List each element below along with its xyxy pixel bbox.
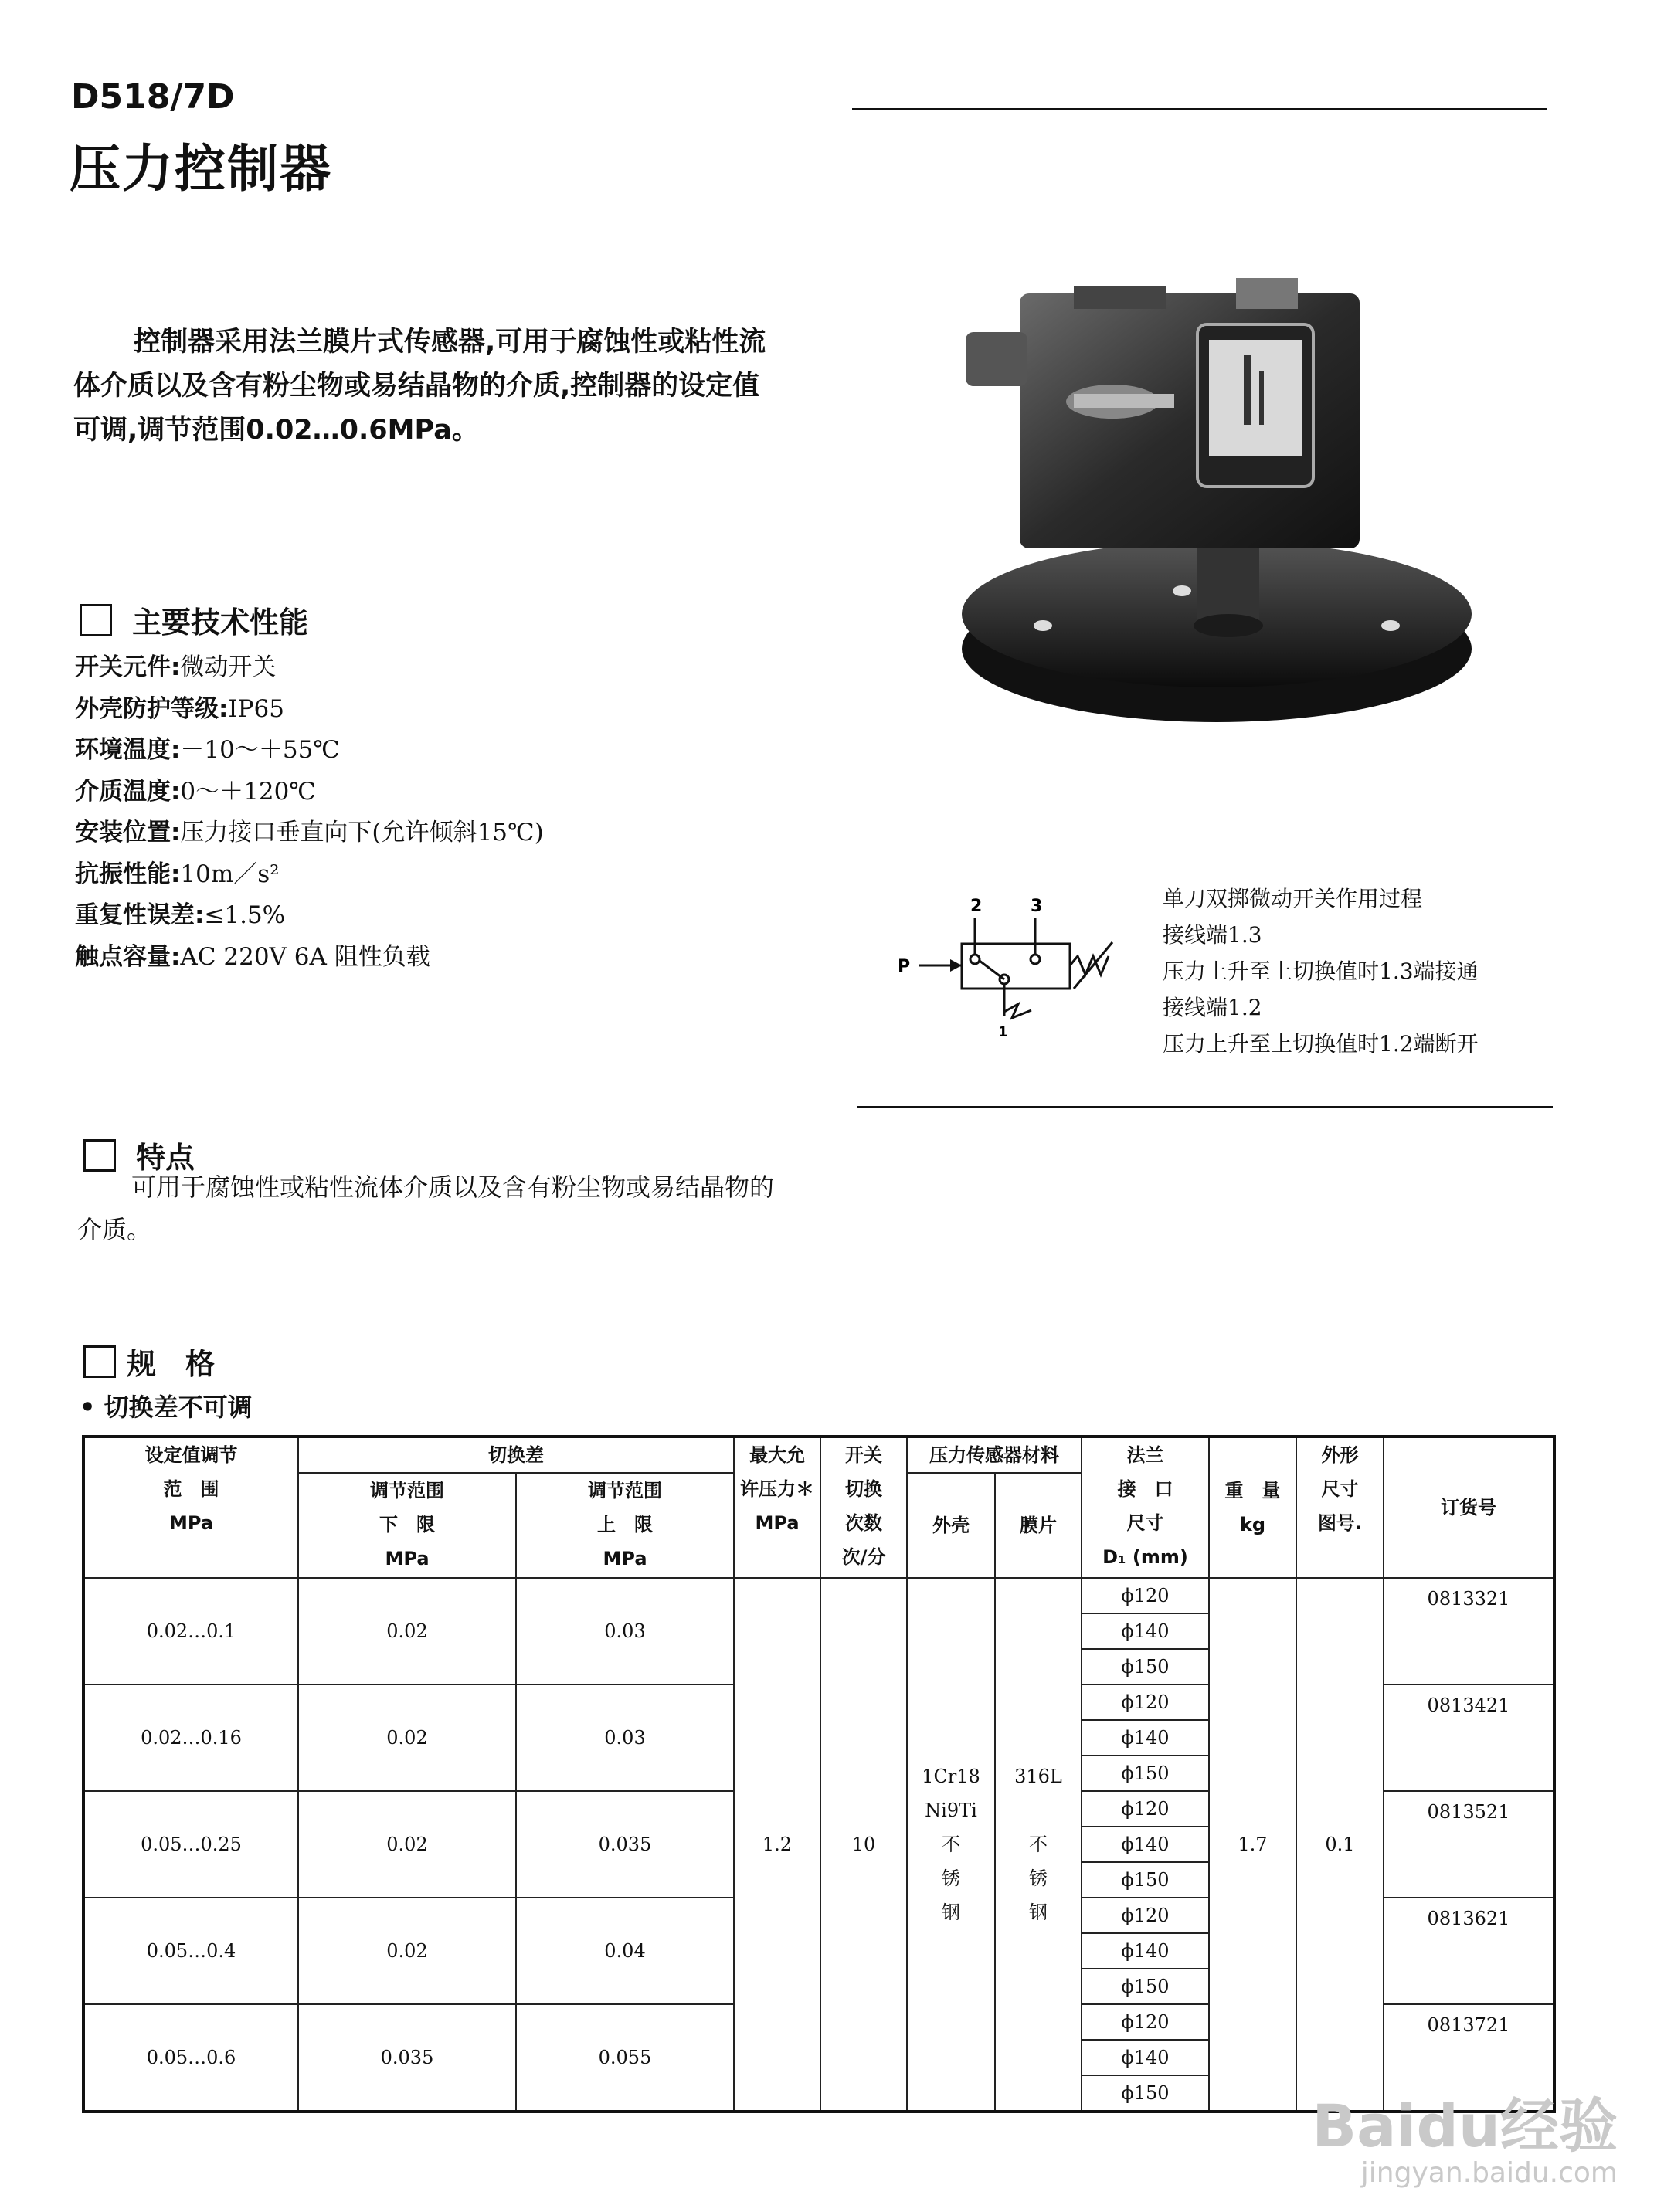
cell-flange: ϕ140: [1082, 1933, 1209, 1969]
cell-flange: ϕ150: [1082, 1862, 1209, 1898]
feature-heading: 特点: [83, 1134, 195, 1176]
cell-range: 0.05…0.6: [83, 2004, 298, 2112]
hdr-weight: 重 量 kg: [1209, 1437, 1296, 1578]
label-2: 2: [970, 897, 983, 916]
cell-flange: ϕ150: [1082, 1969, 1209, 2004]
cell-lower: 0.035: [298, 2004, 516, 2112]
cell-order: 0813621: [1384, 1898, 1554, 2004]
cell-freq: 10: [820, 1578, 907, 2112]
watermark-brand: Baidu经验: [1312, 2092, 1618, 2160]
perf-row: 触点容量:AC 220V 6A 阻性负载: [75, 942, 430, 971]
intro-paragraph: 控制器采用法兰膜片式传感器,可用于腐蚀性或粘性流体介质以及含有粉尘物或易结晶物的介质,控制器的设定值可调,调节范围0.02…0.6MPa。: [73, 327, 766, 446]
cell-order: 0813721: [1384, 2004, 1554, 2112]
product-photo: [950, 263, 1483, 726]
hdr-maxp: 最大允 许压力＊ MPa: [734, 1437, 820, 1578]
cell-range: 0.05…0.25: [83, 1791, 298, 1898]
hdr-range: 设定值调节 范 围 MPa: [83, 1437, 298, 1578]
hdr-material: 压力传感器材料: [907, 1437, 1082, 1473]
mid-rule: [857, 1106, 1553, 1108]
watermark: [1312, 2092, 1618, 2189]
label-1: 1: [998, 1024, 1008, 1040]
cell-lower: 0.02: [298, 1791, 516, 1898]
label-p: P: [898, 957, 911, 976]
cell-flange: ϕ120: [1082, 1791, 1209, 1827]
cell-flange: ϕ140: [1082, 1613, 1209, 1649]
section-checkbox-icon: [83, 1345, 116, 1378]
spec-bullet: • 切换差不可调: [80, 1393, 253, 1422]
cell-housing: 1Cr18 Ni9Ti 不 锈 钢: [907, 1578, 995, 2112]
cell-weight: 1.7: [1209, 1578, 1296, 2112]
cell-lower: 0.02: [298, 1684, 516, 1791]
perf-row: 环境温度:－10～＋55℃: [75, 736, 340, 764]
cell-upper: 0.04: [516, 1898, 734, 2004]
cell-flange: ϕ150: [1082, 1756, 1209, 1791]
cell-flange: ϕ120: [1082, 1578, 1209, 1613]
spec-table: [82, 1435, 1556, 2113]
hdr-dim: 外形 尺寸 图号.: [1296, 1437, 1384, 1578]
spec-heading: 规 格: [83, 1340, 215, 1382]
cell-lower: 0.02: [298, 1578, 516, 1684]
watermark-url: jingyan.baidu.com: [1360, 2157, 1618, 2189]
perf-row: 抗振性能:10m／s²: [75, 860, 280, 888]
cell-range: 0.02…0.16: [83, 1684, 298, 1791]
switch-diagram: [888, 888, 1128, 1043]
hdr-diff: 切换差: [298, 1437, 734, 1473]
cell-flange: ϕ150: [1082, 2075, 1209, 2112]
cell-range: 0.02…0.1: [83, 1578, 298, 1684]
cell-maxp: 1.2: [734, 1578, 820, 2112]
perf-row: 安装位置:压力接口垂直向下(允许倾斜15℃): [75, 819, 544, 846]
perf-list: [75, 647, 544, 978]
perf-row: 开关元件:微动开关: [75, 653, 277, 681]
hdr-flange: 法兰 接 口 尺寸 D₁ (mm): [1082, 1437, 1209, 1578]
hdr-order: 订货号: [1384, 1437, 1554, 1578]
model-number: D518/7D: [71, 77, 235, 117]
top-rule: [852, 108, 1547, 110]
hdr-housing: 外壳: [907, 1473, 995, 1578]
hdr-freq: 开关 切换 次数 次/分: [820, 1437, 907, 1578]
page-title: 压力控制器: [70, 139, 332, 198]
perf-heading: 主要技术性能: [80, 599, 308, 641]
cell-upper: 0.055: [516, 2004, 734, 2112]
cell-order: 0813521: [1384, 1791, 1554, 1898]
perf-row: 外壳防护等级:IP65: [75, 694, 284, 723]
cell-upper: 0.03: [516, 1684, 734, 1791]
cell-upper: 0.03: [516, 1578, 734, 1684]
cell-lower: 0.02: [298, 1898, 516, 2004]
switch-description: 单刀双掷微动开关作用过程 接线端1.3 压力上升至上切换值时1.3端接通 接线端1.2 压力上升至上切换值时1.2端断开: [1163, 886, 1479, 1057]
hdr-lower: 调节范围 下 限 MPa: [298, 1473, 516, 1578]
cell-flange: ϕ150: [1082, 1649, 1209, 1684]
feature-text: 可用于腐蚀性或粘性流体介质以及含有粉尘物或易结晶物的介质。: [77, 1172, 775, 1244]
hdr-upper: 调节范围 上 限 MPa: [516, 1473, 734, 1578]
cell-flange: ϕ120: [1082, 1684, 1209, 1720]
hdr-diaphragm: 膜片: [995, 1473, 1082, 1578]
cell-flange: ϕ120: [1082, 1898, 1209, 1933]
section-checkbox-icon: [80, 604, 112, 636]
cell-flange: ϕ120: [1082, 2004, 1209, 2040]
perf-row: 介质温度:0～＋120℃: [75, 777, 316, 806]
cell-diaphragm: 316L 不 锈 钢: [995, 1578, 1082, 2112]
cell-order: 0813321: [1384, 1578, 1554, 1684]
cell-flange: ϕ140: [1082, 1827, 1209, 1862]
cell-range: 0.05…0.4: [83, 1898, 298, 2004]
cell-order: 0813421: [1384, 1684, 1554, 1791]
cell-flange: ϕ140: [1082, 1720, 1209, 1756]
perf-row: 重复性误差:≤1.5%: [75, 901, 286, 929]
cell-dim: 0.1: [1296, 1578, 1384, 2112]
label-3: 3: [1031, 897, 1043, 916]
cell-flange: ϕ140: [1082, 2040, 1209, 2075]
cell-upper: 0.035: [516, 1791, 734, 1898]
